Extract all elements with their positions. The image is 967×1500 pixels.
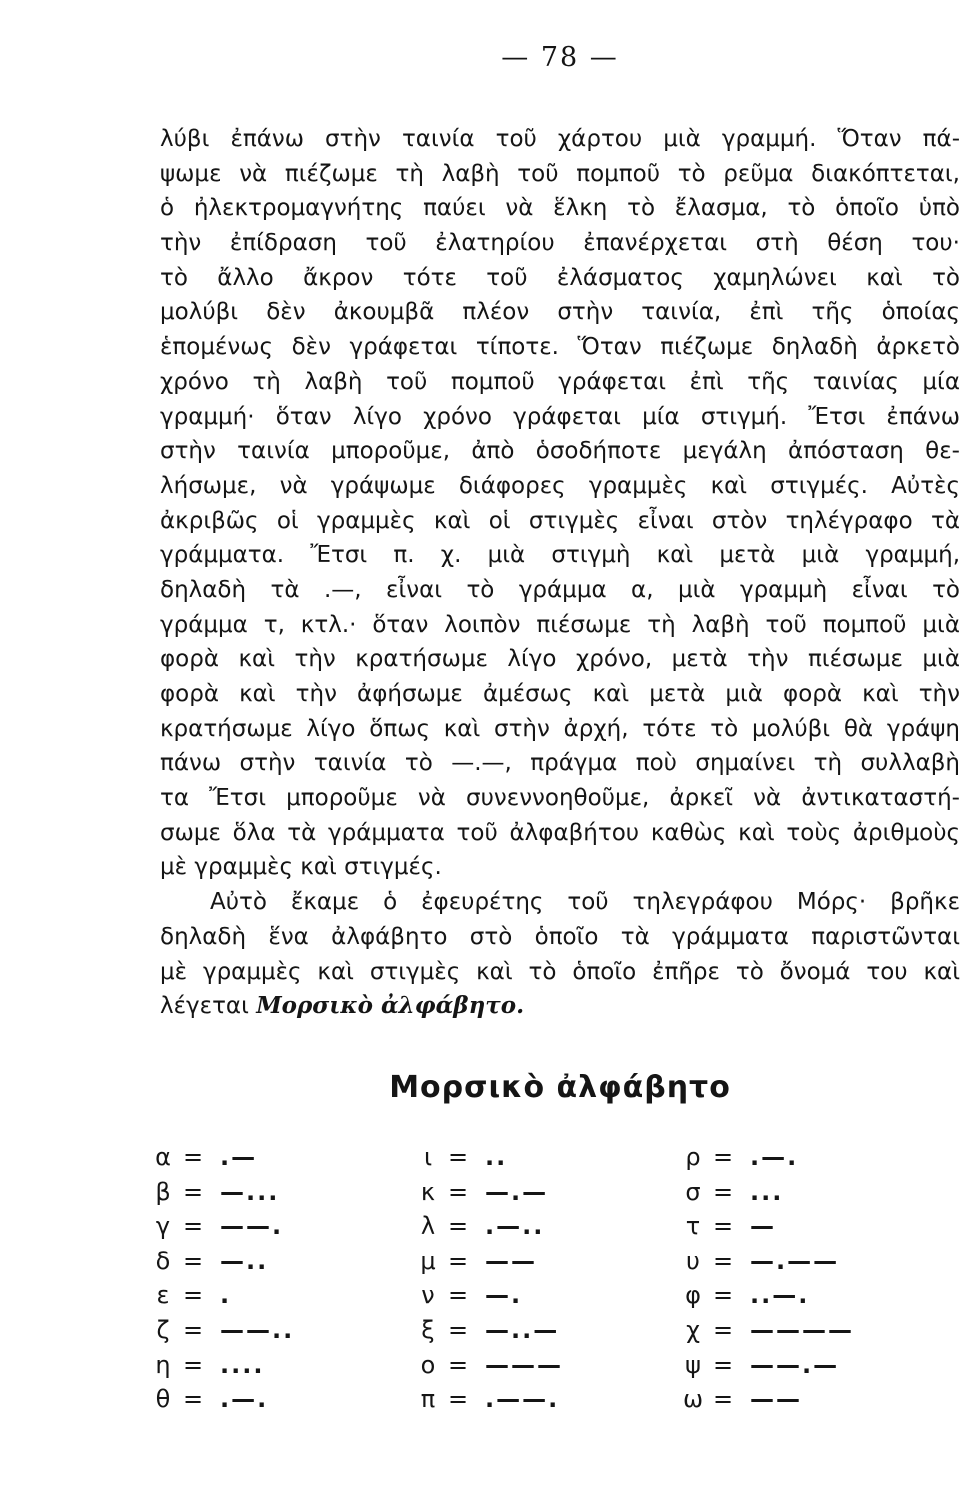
morse-letter: θ <box>155 1385 171 1414</box>
morse-letter: ν <box>421 1281 435 1310</box>
text-line: πάνω στὴν ταινία τὸ —.—, πράγμα ποὺ σημαίνει τὴ συλλαβὴ <box>160 750 960 777</box>
equals-sign: = <box>712 1246 734 1275</box>
equals-sign: = <box>182 1385 204 1414</box>
equals-sign: = <box>447 1212 469 1241</box>
text-line-lead: λέγεται <box>160 993 249 1020</box>
text-line: στὴν ταινία μποροῦμε, ἀπὸ ὁσοδήποτε μεγάλη ἀπόσταση θε- <box>160 438 960 465</box>
equals-sign: = <box>447 1350 469 1379</box>
morse-letter: β <box>155 1177 171 1206</box>
morse-row <box>413 1278 673 1313</box>
morse-code: .—. <box>750 1143 799 1171</box>
page-number: — 78 — <box>501 42 619 73</box>
morse-letter: π <box>420 1385 436 1414</box>
equals-sign: = <box>447 1281 469 1310</box>
morse-code: .... <box>220 1350 265 1379</box>
morse-row <box>678 1140 938 1175</box>
morse-code: ——. <box>220 1212 284 1241</box>
text-line: μολύβι δὲν ἀκουμβᾶ πλέον στὴν ταινία, ἐπὶ τῆς ὁποίας <box>160 299 960 326</box>
equals-sign: = <box>182 1281 204 1310</box>
text-line: γραμμή· ὅταν λίγο χρόνο γράφεται μία στιγμή. Ἔτσι ἐπάνω <box>160 403 960 430</box>
morse-row <box>148 1140 408 1175</box>
morse-letter: σ <box>685 1177 701 1206</box>
text-line: μὲ γραμμὲς καὶ στιγμές. <box>160 854 442 881</box>
morse-row <box>413 1244 673 1279</box>
morse-letter: ο <box>420 1350 436 1379</box>
morse-letter: ω <box>682 1385 704 1414</box>
morse-code: ———— <box>750 1315 854 1344</box>
text-line: τὸ ἄλλο ἄκρον τότε τοῦ ἐλάσματος χαμηλώνει καὶ τὸ <box>160 264 960 291</box>
text-line: Αὐτὸ ἔκαμε ὁ ἐφευρέτης τοῦ τηλεγράφου Μόρς· βρῆκε <box>210 889 960 916</box>
morse-letter: ξ <box>421 1315 435 1344</box>
text-line: γράμμα τ, κτλ.· ὅταν λοιπὸν πιέσωμε τὴ λαβὴ τοῦ πομποῦ μιὰ <box>160 611 960 638</box>
section-heading: Μορσικὸ ἀλφάβητο <box>389 1070 731 1105</box>
morse-code: .—. <box>220 1385 269 1414</box>
text-line: δηλαδὴ ἕνα ἀλφάβητο στὸ ὁποῖο τὰ γράμματα παριστῶνται <box>160 923 960 950</box>
morse-row <box>148 1348 408 1383</box>
morse-column <box>413 1140 673 1417</box>
morse-row <box>678 1244 938 1279</box>
morse-letter: η <box>155 1350 171 1379</box>
text-line: γράμματα. Ἔτσι π. χ. μιὰ στιγμὴ καὶ μετὰ μιὰ γραμμή, <box>160 542 960 569</box>
morse-letter: λ <box>420 1212 436 1241</box>
text-line-final <box>160 989 960 1024</box>
equals-sign: = <box>712 1315 734 1344</box>
text-line: χρόνο τὴ λαβὴ τοῦ πομποῦ γράφεται ἐπὶ τῆς ταινίας μία <box>160 368 960 395</box>
morse-code: ——— <box>485 1350 563 1379</box>
text-line: ὁ ἠλεκτρομαγνήτης παύει νὰ ἕλκη τὸ ἔλασμα, τὸ ὁποῖο ὑπὸ <box>160 195 960 222</box>
morse-row <box>148 1209 408 1244</box>
morse-code: ——.. <box>220 1315 295 1344</box>
equals-sign: = <box>712 1350 734 1379</box>
equals-sign: = <box>182 1246 204 1275</box>
morse-row <box>413 1348 673 1383</box>
morse-row <box>678 1209 938 1244</box>
equals-sign: = <box>712 1177 734 1206</box>
morse-letter: ρ <box>685 1143 701 1171</box>
morse-code: —.. <box>220 1246 269 1275</box>
morse-letter: φ <box>685 1281 701 1310</box>
morse-code: ... <box>750 1177 784 1206</box>
morse-code: . <box>220 1281 232 1310</box>
text-line: σωμε ὅλα τὰ γράμματα τοῦ ἀλφαβήτου καθὼς καὶ τοὺς ἀριθμοὺς <box>160 819 960 846</box>
equals-sign: = <box>182 1315 204 1344</box>
text-line: ἑπομένως δὲν γράφεται τίποτε. Ὅταν πιέζωμε δηλαδὴ ἀρκετὸ <box>160 334 960 361</box>
morse-code: ——.— <box>750 1350 840 1379</box>
morse-row <box>678 1382 938 1417</box>
equals-sign: = <box>712 1281 734 1310</box>
morse-table <box>148 1140 928 1480</box>
text-line: ψωμε νὰ πιέζωμε τὴ λαβὴ τοῦ πομποῦ τὸ ρεῦμα διακόπτεται, <box>160 160 960 187</box>
equals-sign: = <box>447 1143 469 1171</box>
morse-row <box>413 1209 673 1244</box>
body-text <box>160 122 960 1024</box>
text-line: φορὰ καὶ τὴν ἀφήσωμε ἀμέσως καὶ μετὰ μιὰ φορὰ καὶ τὴν <box>160 681 960 707</box>
equals-sign: = <box>447 1246 469 1275</box>
text-line: λήσωμε, νὰ γράψωμε διάφορες γραμμὲς καὶ στιγμές. Αὐτὲς <box>160 472 960 499</box>
equals-sign: = <box>712 1143 734 1171</box>
morse-row <box>413 1175 673 1210</box>
morse-row <box>148 1175 408 1210</box>
equals-sign: = <box>447 1315 469 1344</box>
morse-row <box>148 1278 408 1313</box>
morse-code: .— <box>220 1143 258 1171</box>
morse-code: —. <box>485 1281 523 1310</box>
text-line: δηλαδὴ τὰ .—, εἶναι τὸ γράμμα α, μιὰ γραμμὴ εἶναι τὸ <box>160 576 960 603</box>
equals-sign: = <box>182 1212 204 1241</box>
morse-row <box>413 1313 673 1348</box>
morse-letter: α <box>155 1143 171 1171</box>
equals-sign: = <box>182 1143 204 1171</box>
equals-sign: = <box>182 1350 204 1379</box>
morse-letter: ι <box>423 1143 433 1171</box>
morse-code: —..— <box>485 1315 560 1344</box>
morse-column <box>148 1140 408 1417</box>
morse-code: —.— <box>485 1177 549 1206</box>
text-line: τὴν ἐπίδραση τοῦ ἐλατηρίου ἐπανέρχεται στὴ θέση του· <box>160 230 960 257</box>
emphasis-term: Μορσικὸ ἀλφάβητο. <box>256 992 525 1020</box>
equals-sign: = <box>712 1212 734 1241</box>
morse-letter: μ <box>420 1246 436 1275</box>
morse-code: .. <box>485 1143 508 1171</box>
text-line: κρατήσωμε λίγο ὅπως καὶ στὴν ἀρχή, τότε τὸ μολύβι θὰ γράψη <box>160 715 960 742</box>
equals-sign: = <box>447 1385 469 1414</box>
morse-row <box>678 1348 938 1383</box>
morse-letter: ψ <box>685 1350 701 1379</box>
text-line: λύβι ἐπάνω στὴν ταινία τοῦ χάρτου μιὰ γραμμή. Ὅταν πά- <box>160 126 960 152</box>
morse-code: .—.. <box>485 1212 545 1241</box>
morse-row <box>148 1313 408 1348</box>
morse-row <box>413 1140 673 1175</box>
morse-letter: χ <box>686 1315 700 1344</box>
equals-sign: = <box>447 1177 469 1206</box>
morse-letter: υ <box>686 1246 700 1275</box>
morse-row <box>678 1175 938 1210</box>
equals-sign: = <box>182 1177 204 1206</box>
equals-sign: = <box>712 1385 734 1414</box>
morse-code: — <box>750 1212 776 1241</box>
morse-code: ..—. <box>750 1281 810 1310</box>
text-line: τα Ἔτσι μποροῦμε νὰ συνεννοηθοῦμε, ἀρκεῖ νὰ ἀντικαταστή- <box>160 785 960 812</box>
morse-column <box>678 1140 938 1417</box>
morse-code: —.—— <box>750 1246 840 1275</box>
text-line: φορὰ καὶ τὴν κρατήσωμε λίγο χρόνο, μετὰ τὴν πιέσωμε μιὰ <box>160 646 960 673</box>
morse-code: .——. <box>485 1385 560 1414</box>
morse-row <box>678 1278 938 1313</box>
morse-code: —... <box>220 1177 280 1206</box>
text-line: μὲ γραμμὲς καὶ στιγμὲς καὶ τὸ ὁποῖο ἐπῆρε τὸ ὄνομά του καὶ <box>160 958 960 985</box>
morse-row <box>413 1382 673 1417</box>
morse-row <box>148 1382 408 1417</box>
morse-letter: τ <box>685 1212 701 1241</box>
morse-letter: ε <box>156 1281 170 1310</box>
morse-code: —— <box>750 1385 802 1414</box>
morse-letter: ζ <box>156 1315 170 1344</box>
text-line: ἀκριβῶς οἱ γραμμὲς καὶ οἱ στιγμὲς εἶναι στὸν τηλέγραφο τὰ <box>160 507 960 534</box>
morse-letter: γ <box>155 1212 171 1241</box>
morse-code: —— <box>485 1246 537 1275</box>
morse-row <box>148 1244 408 1279</box>
morse-row <box>678 1313 938 1348</box>
morse-letter: δ <box>155 1246 171 1275</box>
morse-letter: κ <box>420 1177 436 1206</box>
